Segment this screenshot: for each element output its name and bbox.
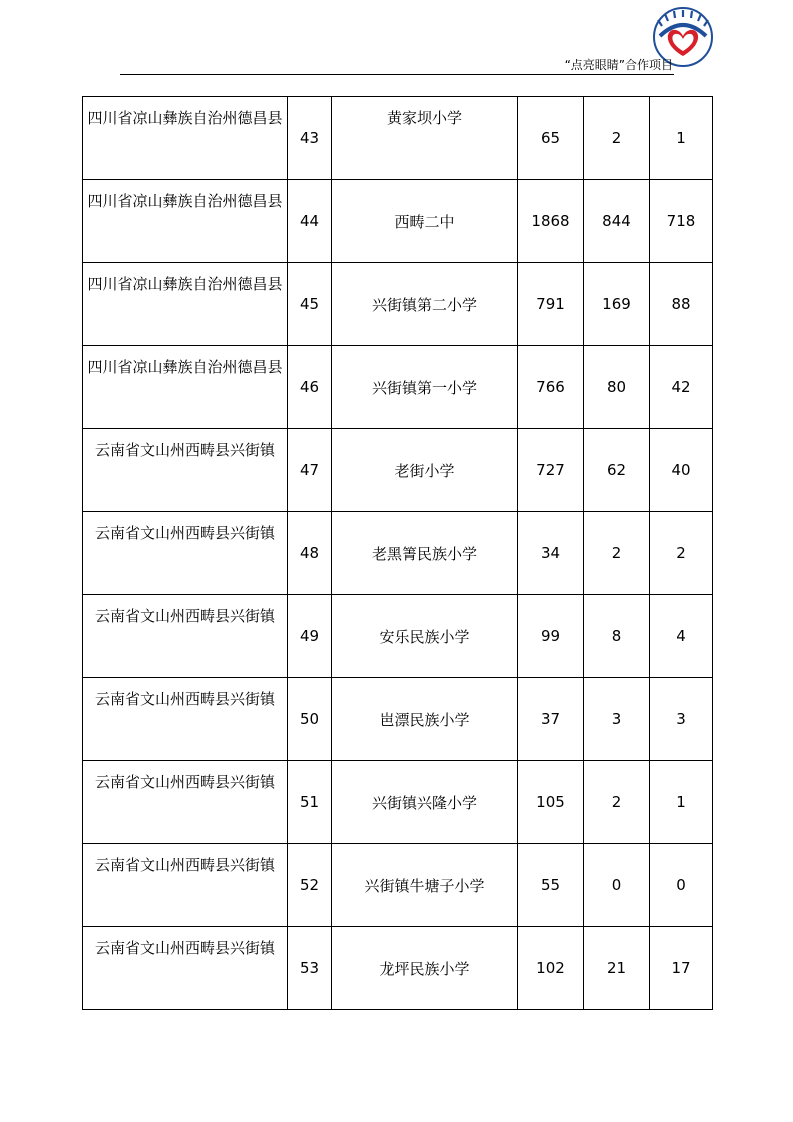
count-a-cell: 34 <box>518 512 584 595</box>
count-c-cell: 1 <box>650 761 713 844</box>
table-row <box>83 678 713 761</box>
table-row <box>83 263 713 346</box>
table-row <box>83 429 713 512</box>
count-c-cell: 0 <box>650 844 713 927</box>
count-b-cell: 8 <box>584 595 650 678</box>
number-cell: 45 <box>288 263 332 346</box>
number-cell: 49 <box>288 595 332 678</box>
school-cell: 龙坪民族小学 <box>332 927 518 1010</box>
count-b-cell: 2 <box>584 97 650 180</box>
count-a-cell: 99 <box>518 595 584 678</box>
count-c-cell: 3 <box>650 678 713 761</box>
school-cell: 兴街镇第一小学 <box>332 346 518 429</box>
region-cell: 云南省文山州西畴县兴街镇 <box>83 429 288 512</box>
count-b-cell: 0 <box>584 844 650 927</box>
number-cell: 53 <box>288 927 332 1010</box>
table-body <box>83 97 713 1010</box>
school-cell: 西畴二中 <box>332 180 518 263</box>
count-b-cell: 2 <box>584 512 650 595</box>
table-row <box>83 346 713 429</box>
number-cell: 43 <box>288 97 332 180</box>
number-cell: 48 <box>288 512 332 595</box>
table-row <box>83 761 713 844</box>
count-b-cell: 80 <box>584 346 650 429</box>
region-cell: 云南省文山州西畴县兴街镇 <box>83 761 288 844</box>
count-c-cell: 88 <box>650 263 713 346</box>
number-cell: 46 <box>288 346 332 429</box>
project-label: “点亮眼睛”合作项目 <box>564 58 673 72</box>
count-a-cell: 105 <box>518 761 584 844</box>
count-c-cell: 4 <box>650 595 713 678</box>
count-a-cell: 102 <box>518 927 584 1010</box>
count-c-cell: 17 <box>650 927 713 1010</box>
region-cell: 四川省凉山彝族自治州德昌县 <box>83 180 288 263</box>
count-a-cell: 727 <box>518 429 584 512</box>
count-b-cell: 169 <box>584 263 650 346</box>
school-cell: 黄家坝小学 <box>332 97 518 180</box>
count-b-cell: 844 <box>584 180 650 263</box>
school-table <box>82 96 713 1010</box>
header-divider <box>120 74 674 75</box>
count-b-cell: 62 <box>584 429 650 512</box>
count-b-cell: 2 <box>584 761 650 844</box>
region-cell: 云南省文山州西畴县兴街镇 <box>83 844 288 927</box>
count-a-cell: 55 <box>518 844 584 927</box>
count-a-cell: 791 <box>518 263 584 346</box>
table-row <box>83 595 713 678</box>
count-c-cell: 42 <box>650 346 713 429</box>
table-row <box>83 844 713 927</box>
region-cell: 四川省凉山彝族自治州德昌县 <box>83 263 288 346</box>
number-cell: 50 <box>288 678 332 761</box>
school-cell: 兴街镇第二小学 <box>332 263 518 346</box>
table-row <box>83 97 713 180</box>
number-cell: 51 <box>288 761 332 844</box>
region-cell: 云南省文山州西畴县兴街镇 <box>83 927 288 1010</box>
school-cell: 老街小学 <box>332 429 518 512</box>
count-a-cell: 1868 <box>518 180 584 263</box>
count-b-cell: 21 <box>584 927 650 1010</box>
school-cell: 兴街镇兴隆小学 <box>332 761 518 844</box>
number-cell: 47 <box>288 429 332 512</box>
count-a-cell: 37 <box>518 678 584 761</box>
count-c-cell: 1 <box>650 97 713 180</box>
table-row <box>83 512 713 595</box>
region-cell: 云南省文山州西畴县兴街镇 <box>83 512 288 595</box>
number-cell: 44 <box>288 180 332 263</box>
table-row <box>83 927 713 1010</box>
count-a-cell: 766 <box>518 346 584 429</box>
count-c-cell: 40 <box>650 429 713 512</box>
count-c-cell: 2 <box>650 512 713 595</box>
region-cell: 四川省凉山彝族自治州德昌县 <box>83 97 288 180</box>
count-c-cell: 718 <box>650 180 713 263</box>
table-row <box>83 180 713 263</box>
school-cell: 岜漂民族小学 <box>332 678 518 761</box>
count-a-cell: 65 <box>518 97 584 180</box>
number-cell: 52 <box>288 844 332 927</box>
school-cell: 安乐民族小学 <box>332 595 518 678</box>
region-cell: 四川省凉山彝族自治州德昌县 <box>83 346 288 429</box>
school-cell: 老黑箐民族小学 <box>332 512 518 595</box>
region-cell: 云南省文山州西畴县兴街镇 <box>83 595 288 678</box>
region-cell: 云南省文山州西畴县兴街镇 <box>83 678 288 761</box>
count-b-cell: 3 <box>584 678 650 761</box>
school-cell: 兴街镇牛塘子小学 <box>332 844 518 927</box>
